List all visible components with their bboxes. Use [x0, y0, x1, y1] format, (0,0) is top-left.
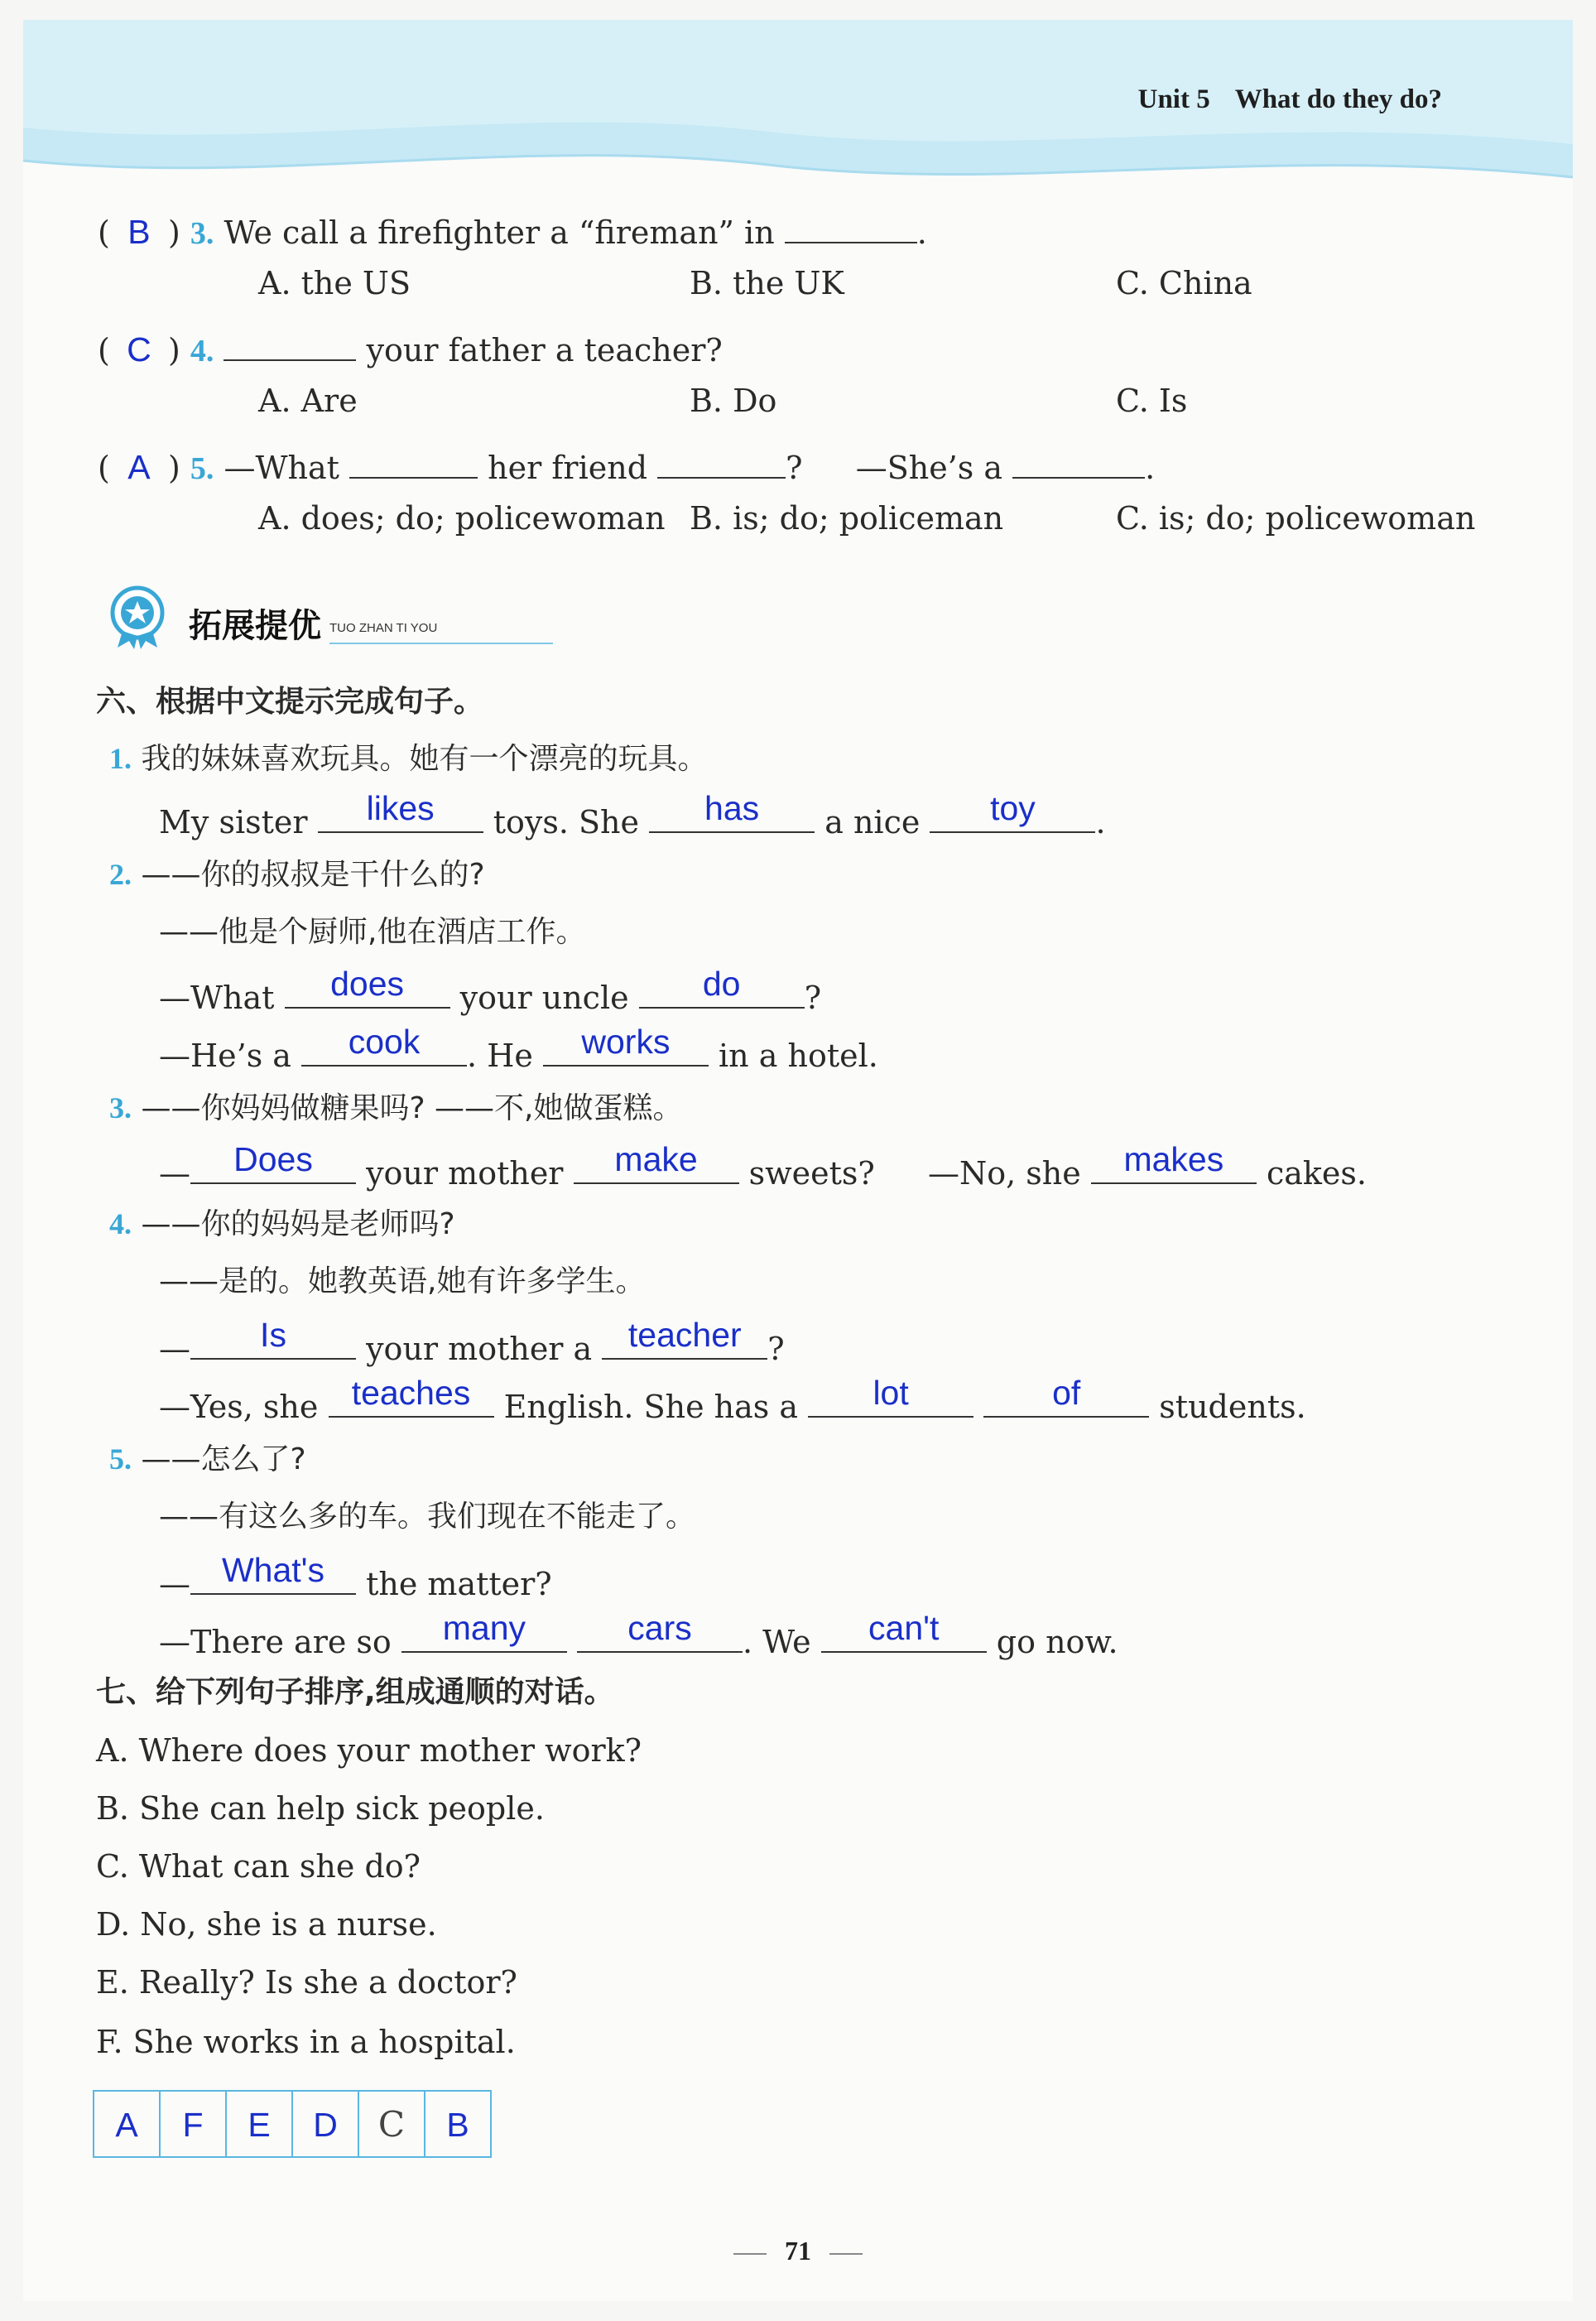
order-cell: D — [292, 2091, 358, 2157]
q3-english: — Does your mother make sweets? —No, she makes cakes. — [159, 1140, 1367, 1192]
q3-chinese: 3. ——你妈妈做糖果吗? ——不,她做蛋糕。 — [109, 1091, 683, 1125]
blank — [224, 323, 356, 361]
option-b: B. is; do; policeman — [690, 500, 1004, 537]
answer: does — [330, 965, 405, 1003]
option-b: B. the UK — [690, 265, 844, 301]
order-cell: C — [358, 2091, 425, 2157]
option-c: C. is; do; policewoman — [1116, 500, 1476, 537]
banner-underline — [329, 643, 553, 644]
dialogue-item: F. She works in a hospital. — [96, 2024, 516, 2060]
q2-english-2: —He’s a cook . He works in a hotel. — [159, 1023, 878, 1074]
answer: toy — [990, 789, 1036, 827]
q1-english: My sister likes toys. She has a nice toy . — [159, 789, 1106, 840]
q1-chinese: 1. 我的妹妹喜欢玩具。她有一个漂亮的玩具。 — [109, 742, 708, 776]
dialogue-item: C. What can she do? — [96, 1848, 421, 1885]
blank — [349, 441, 478, 479]
q2-chinese-2: ——他是个厨师,他在酒店工作。 — [159, 915, 586, 949]
ribbon-badge-icon — [104, 583, 179, 649]
option-a: A. Are — [258, 383, 358, 419]
answer: has — [704, 789, 760, 827]
mc-answer: C — [127, 330, 151, 368]
answer: Is — [260, 1316, 286, 1354]
q4-chinese-1: 4. ——你的妈妈是老师吗? — [109, 1207, 455, 1241]
blank — [785, 205, 917, 243]
answer: What's — [221, 1551, 325, 1589]
answer: teacher — [627, 1316, 742, 1354]
option-a: A. does; do; policewoman — [258, 500, 666, 537]
answer: many — [442, 1609, 526, 1647]
q5-english-2: —There are so many cars . We can't go now. — [159, 1609, 1118, 1660]
answer: do — [702, 965, 741, 1003]
q5-chinese-2: ——有这么多的车。我们现在不能走了。 — [159, 1500, 696, 1534]
answer: cook — [348, 1023, 421, 1061]
mc-question-4: ( C ) 4. your father a teacher? — [98, 323, 723, 371]
option-c: C. China — [1116, 265, 1252, 301]
section-6-title: 六、根据中文提示完成句子。 — [96, 685, 484, 719]
option-a: A. the US — [258, 265, 411, 301]
dialogue-item: E. Really? Is she a doctor? — [96, 1964, 517, 2001]
option-b: B. Do — [690, 383, 777, 419]
workbook-page — [23, 20, 1573, 2301]
q2-english-1: —What does your uncle do ? — [159, 965, 822, 1016]
answer: works — [581, 1023, 671, 1061]
option-c: C. Is — [1116, 383, 1188, 419]
order-cell: E — [226, 2091, 292, 2157]
mc-question-3: ( B ) 3. We call a firefighter a “fireman” in . — [98, 205, 927, 253]
dialogue-item: A. Where does your mother work? — [96, 1732, 642, 1769]
mc-answer: A — [127, 448, 151, 486]
section-7-title: 七、给下列句子排序,组成通顺的对话。 — [96, 1675, 614, 1709]
q2-chinese-1: 2. ——你的叔叔是干什么的? — [109, 858, 485, 892]
mc-answer: B — [127, 213, 151, 251]
q4-chinese-2: ——是的。她教英语,她有许多学生。 — [159, 1264, 646, 1298]
answer: Does — [233, 1140, 313, 1178]
answer: can't — [868, 1609, 940, 1647]
section-banner-subtitle: TUO ZHAN TI YOU — [329, 621, 438, 635]
blank — [1012, 441, 1145, 479]
unit-title: Unit 5 What do they do? — [1137, 84, 1442, 114]
dialogue-item: B. She can help sick people. — [96, 1790, 545, 1827]
order-answer-grid — [93, 2090, 492, 2158]
order-cell: F — [160, 2091, 226, 2157]
answer: cars — [627, 1609, 692, 1647]
answer: likes — [366, 789, 435, 827]
dialogue-item: D. No, she is a nurse. — [96, 1906, 437, 1943]
q4-english-1: — Is your mother a teacher ? — [159, 1316, 785, 1367]
order-cell: A — [94, 2091, 160, 2157]
section-banner-title: 拓展提优 — [189, 607, 321, 645]
answer: of — [1052, 1374, 1081, 1412]
page-header — [23, 20, 1573, 194]
mc-question-5: ( A ) 5. —What her friend ? —She’s a . — [98, 441, 1155, 489]
q5-english-1: — What's the matter? — [159, 1551, 552, 1602]
answer: makes — [1123, 1140, 1224, 1178]
page-number: 71 — [23, 2236, 1573, 2266]
blank — [657, 441, 786, 479]
answer: make — [614, 1140, 698, 1178]
answer: teaches — [351, 1374, 471, 1412]
answer: lot — [873, 1374, 909, 1412]
q5-chinese-1: 5. ——怎么了? — [109, 1442, 306, 1476]
order-cell: B — [425, 2091, 491, 2157]
q4-english-2: —Yes, she teaches English. She has a lot of students. — [159, 1374, 1306, 1425]
